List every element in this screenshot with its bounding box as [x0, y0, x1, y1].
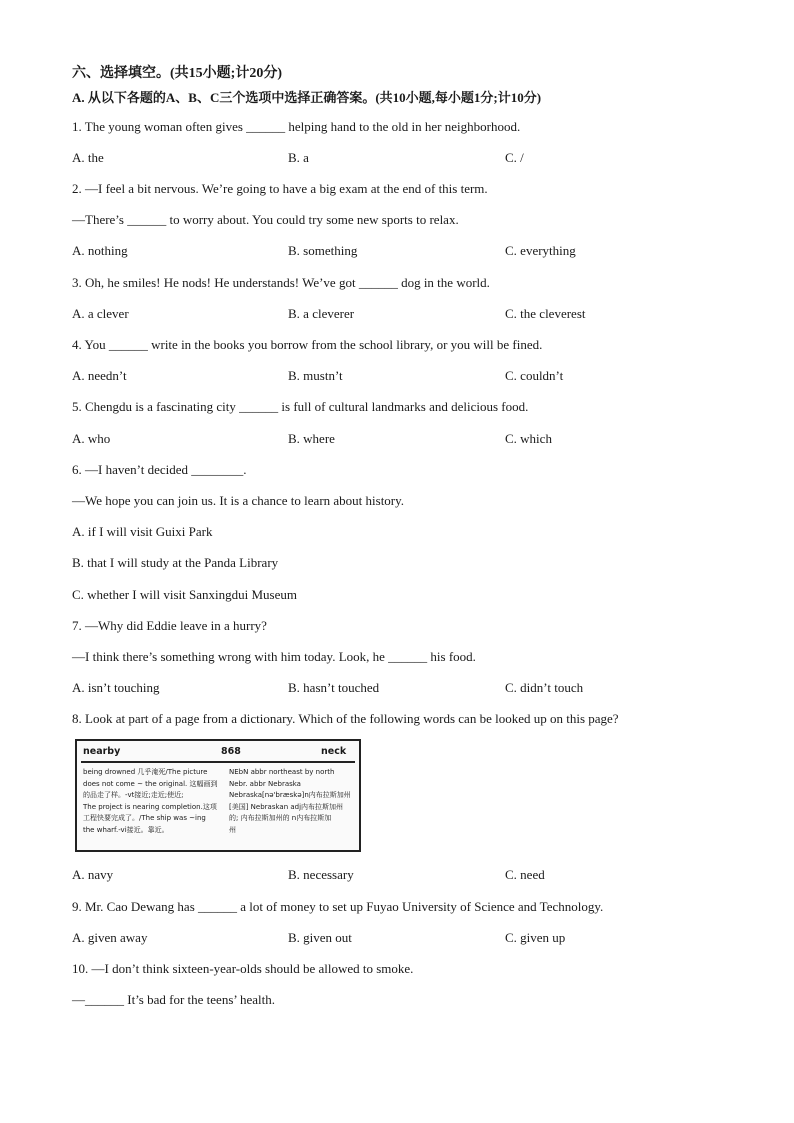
option-b: B. that I will study at the Panda Library [72, 555, 279, 570]
dictionary-line: 的品走了样。-vt接近;走近;使近; [83, 791, 184, 799]
dictionary-page-number: 868 [221, 746, 241, 757]
option-b: B. given out [288, 930, 352, 945]
option-a: A. needn’t [72, 368, 127, 383]
option-a: A. isn’t touching [72, 680, 160, 695]
option-a: A. who [72, 431, 111, 446]
question-stem: 1. The young woman often gives ______ helping hand to the old in her neighborhood. [72, 119, 521, 134]
option-a: A. a clever [72, 306, 129, 321]
question-stem: —There’s ______ to worry about. You could try some new sports to relax. [72, 212, 459, 227]
question-stem: 8. Look at part of a page from a dictionary. Which of the following words can be looked up on this page? [72, 711, 619, 726]
option-a: A. navy [72, 867, 114, 882]
option-a: A. the [72, 150, 104, 165]
dictionary-guide-word-left: nearby [83, 746, 121, 757]
option-c: C. which [505, 431, 552, 446]
dictionary-line: being drowned 几乎淹死/The picture [83, 768, 208, 776]
part-a-instruction: A. 从以下各题的A、B、C三个选项中选择正确答案。(共10小题,每小题1分;计10分) [72, 90, 542, 105]
option-b: B. mustn’t [288, 368, 343, 383]
section-title: 六、选择填空。(共15小题;计20分) [72, 66, 282, 81]
option-c: C. / [505, 150, 524, 165]
question-stem: 10. —I don’t think sixteen-year-olds should be allowed to smoke. [72, 961, 414, 976]
option-c: C. whether I will visit Sanxingdui Museum [72, 587, 297, 602]
question-stem: —I think there’s something wrong with him today. Look, he ______ his food. [72, 649, 476, 664]
dictionary-line: The project is nearing completion.这项 [83, 802, 217, 811]
dictionary-excerpt [75, 739, 361, 852]
question-stem: 7. —Why did Eddie leave in a hurry? [72, 618, 267, 633]
dictionary-guide-word-right: neck [321, 746, 347, 757]
question-stem: 4. You ______ write in the books you borrow from the school library, or you will be fined. [72, 337, 543, 352]
question-stem: —______ It’s bad for the teens’ health. [72, 992, 276, 1007]
option-c: C. given up [505, 930, 566, 945]
question-stem: 2. —I feel a bit nervous. We’re going to have a big exam at the end of this term. [72, 181, 488, 196]
dictionary-line: 工程快要完成了。/The ship was ~ing [83, 814, 206, 822]
option-c: C. couldn’t [505, 368, 564, 383]
question-stem: 6. —I haven’t decided ________. [72, 462, 247, 477]
option-b: B. a [288, 150, 309, 165]
dictionary-line: [美国] Nebraskan adj内布拉斯加州 [229, 802, 344, 811]
dictionary-line: Nebraska[nə'bræskə]n内布拉斯加州 [229, 791, 351, 799]
dictionary-line: 州 [229, 825, 236, 834]
question-stem: 5. Chengdu is a fascinating city ______ is full of cultural landmarks and delicious food. [72, 399, 529, 414]
option-c: C. need [505, 867, 545, 882]
option-a: A. if I will visit Guixi Park [72, 524, 213, 539]
option-c: C. everything [505, 243, 576, 258]
question-stem: 3. Oh, he smiles! He nods! He understands! We’ve got ______ dog in the world. [72, 275, 490, 290]
dictionary-line: NEbN abbr northeast by north [229, 768, 335, 776]
option-a: A. given away [72, 930, 148, 945]
option-b: B. hasn’t touched [288, 680, 380, 695]
dictionary-left-column [83, 767, 218, 836]
dictionary-line: Nebr. abbr Nebraska [229, 779, 301, 788]
dictionary-header [81, 745, 355, 763]
dictionary-right-column [229, 767, 351, 836]
option-c: C. didn’t touch [505, 680, 584, 695]
option-c: C. the cleverest [505, 306, 586, 321]
option-b: B. a cleverer [288, 306, 355, 321]
dictionary-line: the wharf.-vi接近。靠近。 [83, 825, 169, 834]
question-stem: —We hope you can join us. It is a chance to learn about history. [72, 493, 405, 508]
question-stem: 9. Mr. Cao Dewang has ______ a lot of money to set up Fuyao University of Science and Technology. [72, 899, 604, 914]
option-a: A. nothing [72, 243, 128, 258]
option-b: B. something [288, 243, 358, 258]
dictionary-line: 的; 内布拉斯加州的 n内布拉斯加 [229, 814, 332, 822]
dictionary-line: does not come ~ the original. 这幅画到 [83, 779, 218, 788]
option-b: B. necessary [288, 867, 354, 882]
option-b: B. where [288, 431, 335, 446]
